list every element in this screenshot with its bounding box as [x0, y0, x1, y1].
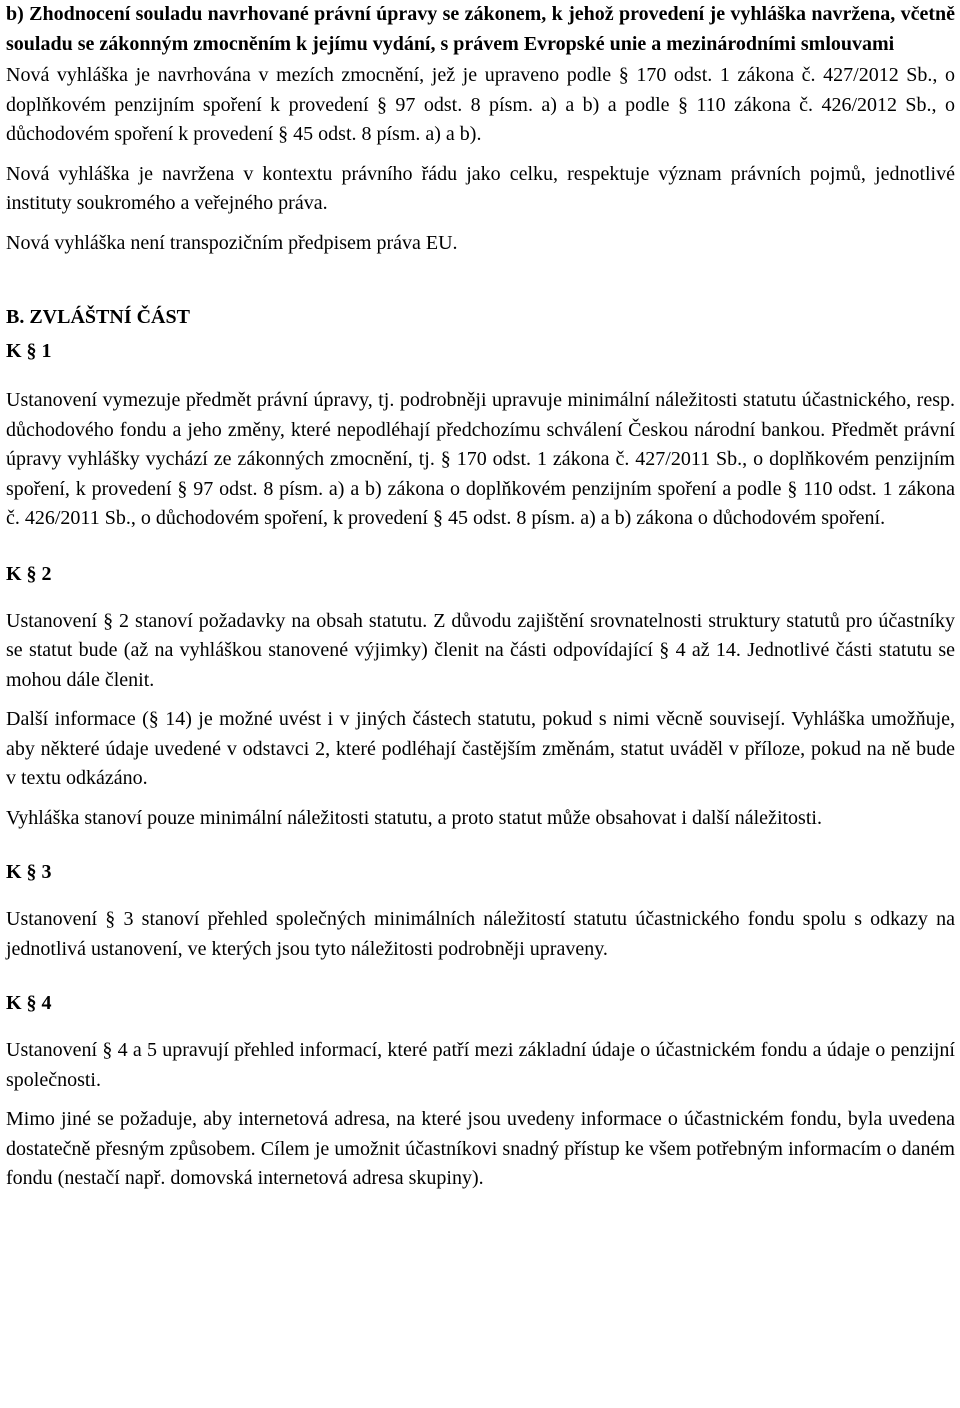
k4-heading: K § 4 — [6, 992, 52, 1014]
paragraph: Mimo jiné se požaduje, aby internetová adresa, na které jsou uvedeny informace o účastnickém fondu, byla uvedena dostatečně přesným způsobem. Cílem je umožnit účastníkovi snadný přístup ke všem potřebným informacím o daném fondu (nestačí např. domovská internetová adresa skupiny). — [6, 1108, 955, 1189]
paragraph: Ustanovení § 4 a 5 upravují přehled informací, které patří mezi základní údaje o účastnickém fondu a údaje o penzijní společnosti. — [6, 1039, 955, 1091]
paragraph: Nová vyhláška je navržena v kontextu právního řádu jako celku, respektuje význam právních pojmů, jednotlivé instituty soukromého a veřejného práva. — [6, 162, 955, 214]
paragraph: Nová vyhláška není transpozičním předpisem práva EU. — [6, 231, 458, 254]
section-b-heading: b) Zhodnocení souladu navrhované právní úpravy se zákonem, k jehož provedení je vyhláška navržena, včetně souladu se zákonným zmocněním k jejímu vydání, s právem Evropské unie a mezinárodními smlouvami — [6, 3, 955, 55]
part-b-title: B. ZVLÁŠTNÍ ČÁST — [6, 306, 190, 328]
k3-heading: K § 3 — [6, 861, 52, 883]
paragraph: Nová vyhláška je navrhována v mezích zmocnění, jež je upraveno podle § 170 odst. 1 zákona č. 427/2012 Sb., o doplňkovém penzijním spoření k provedení § 97 odst. 8 písm. a) a b) a podle § 110 zákona č. 426/2012 Sb., o důchodovém spoření k provedení § 45 odst. 8 písm. a) a b). — [6, 64, 955, 145]
paragraph: Ustanovení § 3 stanoví přehled společných minimálních náležitostí statutu účastnického fondu spolu s odkazy na jednotlivá ustanovení, ve kterých jsou tyto náležitosti podrobněji upraveny. — [6, 908, 955, 960]
paragraph: Vyhláška stanoví pouze minimální náležitosti statutu, a proto statut může obsahovat i další náležitosti. — [6, 806, 822, 829]
k1-heading: K § 1 — [6, 340, 52, 362]
paragraph: Další informace (§ 14) je možné uvést i v jiných částech statutu, pokud s nimi věcně souvisejí. Vyhláška umožňuje, aby některé údaje uvedené v odstavci 2, které podléhají častějším změnám, statut uváděl v příloze, pokud na ně bude v textu odkázáno. — [6, 708, 955, 789]
paragraph: Ustanovení § 2 stanoví požadavky na obsah statutu. Z důvodu zajištění srovnatelnosti struktury statutů pro účastníky se statut bude (až na vyhláškou stanovené výjimky) členit na části odpovídající § 4 až 14. Jednotlivé části statutu se mohou dále členit. — [6, 609, 955, 691]
k2-heading: K § 2 — [6, 562, 52, 585]
paragraph: Ustanovení vymezuje předmět právní úpravy, tj. podrobněji upravuje minimální náležitosti statutu účastnického, resp. důchodového fondu a jeho změny, které nepodléhají předchozímu schválení Českou národní bankou. Předmět právní úpravy vyhlášky vychází ze zákonných zmocnění, tj. § 170 odst. 1 zákona č. 427/2011 Sb., o doplňkovém penzijním spoření, k provedení § 97 odst. 8 písm. a) a b) zákona o doplňkovém penzijním spoření a podle § 110 odst. 1 zákona č. 426/2011 Sb., o důchodovém spoření, k provedení § 45 odst. 8 písm. a) a b) zákona o důchodovém spoření. — [6, 389, 955, 529]
